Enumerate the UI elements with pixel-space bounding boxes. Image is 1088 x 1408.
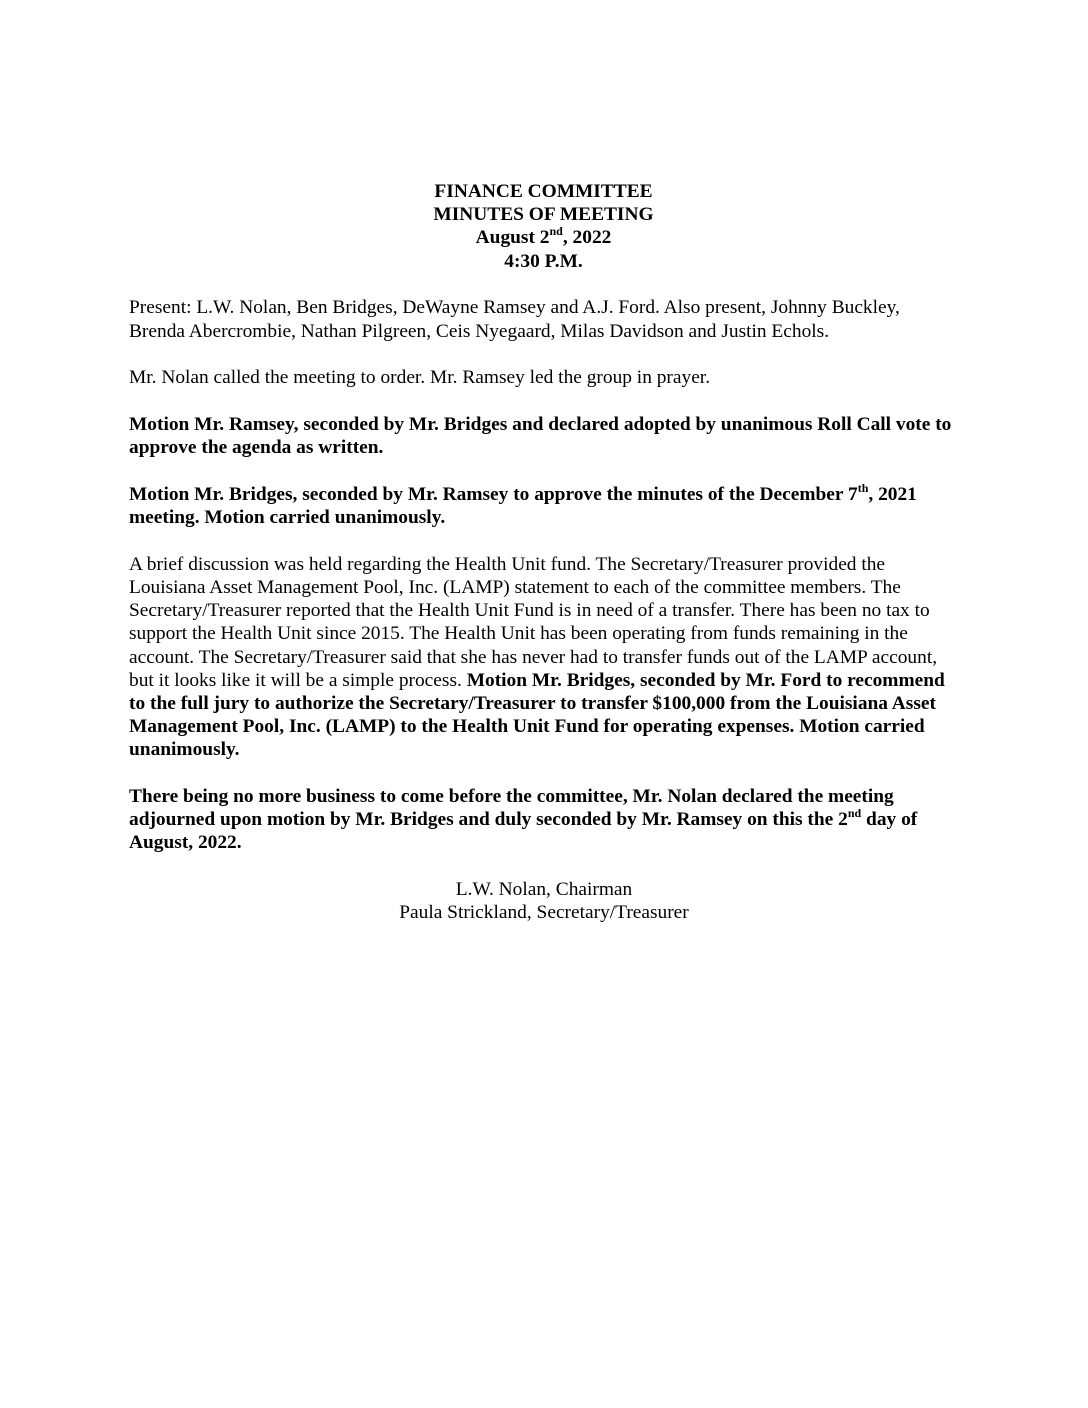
- committee-title: FINANCE COMMITTEE: [434, 181, 653, 202]
- meeting-time: 4:30 P.M.: [504, 250, 583, 272]
- adjournment-paragraph: There being no more business to come before the committee, Mr. Nolan declared the meeting adjourned upon motion by Mr. Bridges and duly seconded by Mr. Ramsey on this the 2nd day of August, 2022.: [129, 786, 918, 854]
- signature-block: [129, 878, 959, 924]
- discussion-paragraph: [129, 553, 959, 762]
- motion-minutes-paragraph: Motion Mr. Bridges, seconded by Mr. Ramsey to approve the minutes of the December 7th, 2021 meeting. Motion carried unanimously.: [129, 480, 917, 529]
- discussion-text: A brief discussion was held regarding the Health Unit fund. The Secretary/Treasurer provided the Louisiana Asset Management Pool, Inc. (LAMP) statement to each of the committee members. The Secretary/Treasurer reported that the Health Unit Fund is in need of a transfer. There has been no tax to support the Health Unit since 2015. The Health Unit has been operating from funds remaining in the account. The Secretary/Treasurer said that she has never had to transfer funds out of the LAMP account, but it looks like it will be a simple process.: [129, 553, 938, 691]
- chairman-signature: L.W. Nolan, Chairman: [455, 879, 633, 901]
- motion-transfer-text: Motion Mr. Bridges, seconded by Mr. Ford to recommend to the full jury to authorize the Secretary/Treasurer to transfer $100,000 from the Louisiana Asset Management Pool, Inc. (LAMP) to the Health Unit Fund for operating expenses. Motion carried unanimously.: [129, 669, 945, 761]
- meeting-date: August 2nd, 2022: [475, 224, 612, 249]
- minutes-document: [129, 180, 959, 925]
- call-to-order-paragraph: Mr. Nolan called the meeting to order. Mr. Ramsey led the group in prayer.: [129, 367, 711, 389]
- minutes-title: MINUTES OF MEETING: [433, 204, 654, 226]
- document-header: [128, 180, 959, 273]
- motion-agenda-paragraph: Motion Mr. Ramsey, seconded by Mr. Bridges and declared adopted by unanimous Roll Call vote to approve the agenda as written.: [129, 413, 952, 459]
- attendance-paragraph: Present: L.W. Nolan, Ben Bridges, DeWayne Ramsey and A.J. Ford. Also present, Johnny Buckley, Brenda Abercrombie, Nathan Pilgreen, Ceis Nyegaard, Milas Davidson and Justin Echols.: [129, 297, 900, 342]
- secretary-signature: Paula Strickland, Secretary/Treasurer: [399, 902, 689, 924]
